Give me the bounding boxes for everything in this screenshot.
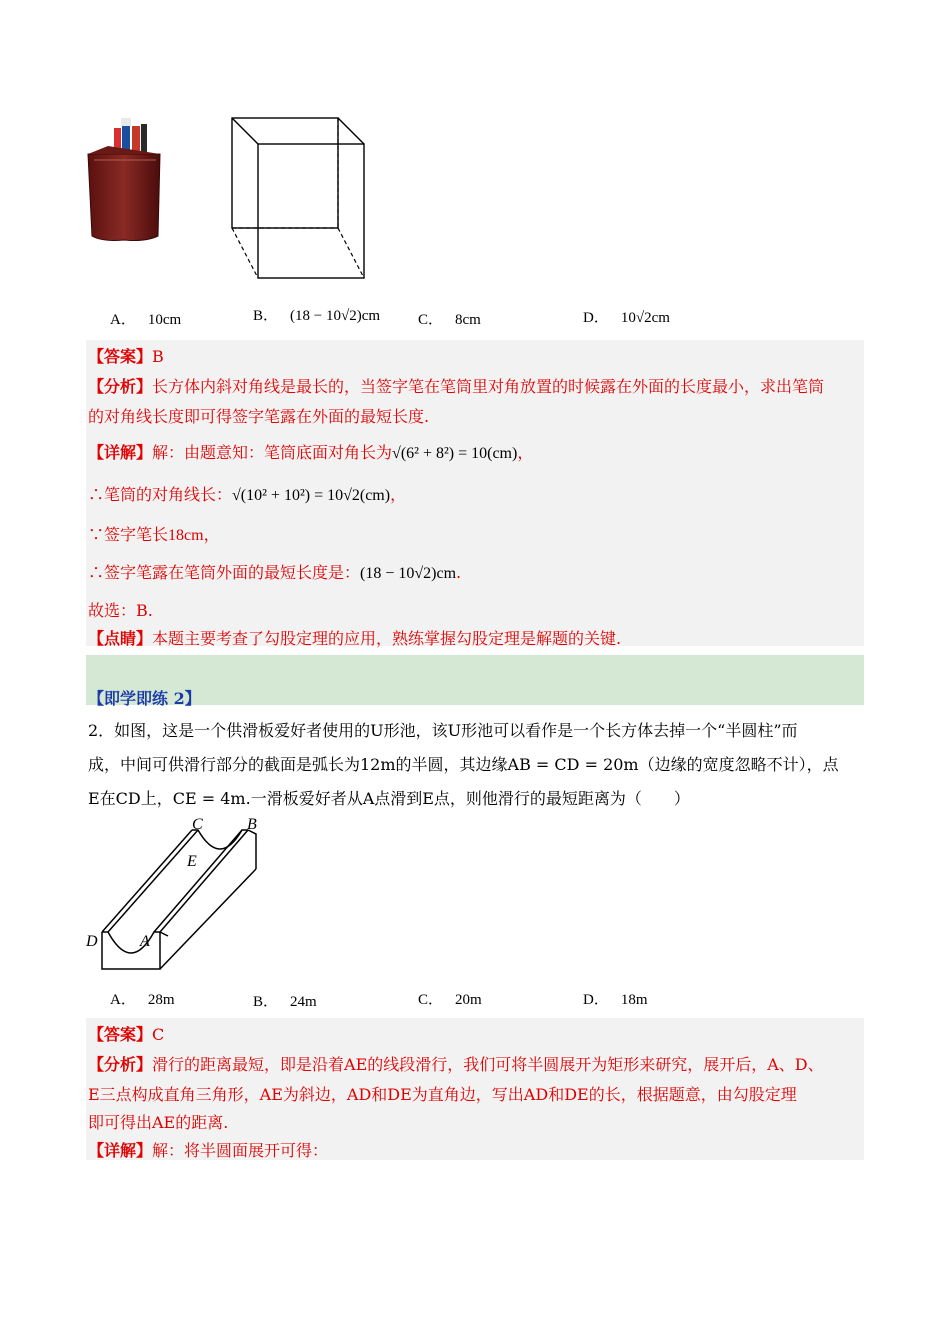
comment-tag: 【点睛】 xyxy=(88,629,153,648)
q1-choice-line: 故选：B. xyxy=(88,601,153,620)
analysis-tag: 【分析】 xyxy=(88,1055,153,1074)
detail-tag: 【详解】 xyxy=(88,443,153,462)
option-label: B． xyxy=(253,308,279,324)
detail-text: ∴签字笔露在笔筒外面的最短长度是： xyxy=(88,563,361,582)
q2-option-a[interactable] xyxy=(110,988,175,1009)
q1-detail-line-4 xyxy=(88,560,461,583)
detail-math: √(6² + 8²) = 10(cm) xyxy=(392,445,518,462)
comment-text: 本题主要考查了勾股定理的应用，熟练掌握勾股定理是解题的关键. xyxy=(152,629,622,648)
detail-math: (18 − 10√2)cm xyxy=(360,565,457,582)
q1-detail-line-2 xyxy=(88,482,406,505)
analysis-text: 滑行的距离最短，即是沿着AE的线段滑行，我们可将半圆展开为矩形来研究，展开后，A、D、 xyxy=(152,1055,824,1074)
q2-option-b[interactable] xyxy=(253,990,317,1011)
option-value: 24m xyxy=(290,994,317,1010)
q1-comment-line xyxy=(88,626,621,649)
option-value: 20m xyxy=(455,992,482,1008)
u-pool-diagram xyxy=(84,814,270,974)
pen-holder-photo xyxy=(86,116,162,246)
detail-end: ， xyxy=(390,485,407,504)
q2-option-d[interactable] xyxy=(583,988,648,1009)
q1-answer-line xyxy=(88,344,164,367)
q2-stem-line-2: 成，中间可供滑行部分的截面是弧长为12m的半圆，其边缘AB = CD = 20m（边缘的宽度忽略不计），点 xyxy=(88,755,839,774)
q1-option-b[interactable] xyxy=(253,304,380,325)
option-label: C． xyxy=(418,992,444,1008)
option-label: D． xyxy=(583,992,609,1008)
option-value: 28m xyxy=(147,992,175,1008)
answer-value: C xyxy=(152,1025,165,1044)
detail-text: 解：由题意知：笔筒底面对角长为 xyxy=(152,443,393,462)
q2-analysis-line-2: E三点构成直角三角形，AE为斜边，AD和DE为直角边，写出AD和DE的长，根据题意，由勾股定理 xyxy=(88,1085,797,1104)
q2-answer-line xyxy=(88,1022,164,1045)
q2-option-c[interactable] xyxy=(418,988,482,1009)
label-b: B xyxy=(247,816,257,833)
cuboid-diagram xyxy=(228,114,368,280)
section-title: 【即学即练 2】 xyxy=(88,689,201,708)
label-a: A xyxy=(140,933,150,950)
q1-detail-line-3 xyxy=(88,522,220,545)
option-label: D． xyxy=(583,310,609,326)
option-value: (18 − 10√2)cm xyxy=(290,308,381,324)
option-label: A． xyxy=(110,312,136,328)
section-header-bar xyxy=(86,655,864,705)
option-value: 8cm xyxy=(455,312,481,328)
q2-stem-line-1: 2．如图，这是一个供滑板爱好者使用的U形池，该U形池可以看作是一个长方体去掉一个“半圆柱”而 xyxy=(88,721,798,740)
q1-analysis-line-2: 的对角线长度即可得签字笔露在外面的最短长度. xyxy=(88,407,430,426)
detail-text: ∵签字笔长 xyxy=(88,525,169,544)
q1-detail-line-1 xyxy=(88,440,533,463)
q2-analysis-line-3: 即可得出AE的距离. xyxy=(88,1113,229,1132)
detail-math: 18cm xyxy=(168,527,204,544)
option-label: B． xyxy=(253,994,279,1010)
detail-end: . xyxy=(456,563,462,582)
answer-value: B xyxy=(152,347,164,366)
answer-tag: 【答案】 xyxy=(88,347,153,366)
detail-math: √(10² + 10²) = 10√2(cm) xyxy=(232,487,391,504)
q2-stem-line-3: E在CD上，CE = 4m.一滑板爱好者从A点滑到E点，则他滑行的最短距离为（ ） xyxy=(88,789,690,808)
option-value: 10√2cm xyxy=(620,310,670,326)
option-label: A． xyxy=(110,992,136,1008)
q2-detail-line-1 xyxy=(88,1138,328,1161)
answer-tag: 【答案】 xyxy=(88,1025,153,1044)
q1-option-a[interactable] xyxy=(110,308,181,329)
q1-option-c[interactable] xyxy=(418,308,481,329)
q2-analysis-line-1 xyxy=(88,1052,824,1075)
detail-text: 解：将半圆面展开可得： xyxy=(152,1141,329,1160)
q1-option-d[interactable] xyxy=(583,306,670,327)
label-e: E xyxy=(187,853,197,870)
label-d: D xyxy=(86,933,98,950)
analysis-text: 长方体内斜对角线是最长的，当签字笔在笔筒里对角放置的时候露在外面的长度最小，求出笔筒 xyxy=(152,377,825,396)
detail-end: ， xyxy=(517,443,534,462)
label-c: C xyxy=(192,816,203,833)
option-value: 10cm xyxy=(147,312,182,328)
option-value: 18m xyxy=(620,992,648,1008)
q1-analysis-line-1 xyxy=(88,374,824,397)
detail-end: ， xyxy=(203,525,220,544)
detail-text: ∴笔筒的对角线长： xyxy=(88,485,233,504)
analysis-tag: 【分析】 xyxy=(88,377,153,396)
detail-tag: 【详解】 xyxy=(88,1141,153,1160)
option-label: C． xyxy=(418,312,444,328)
